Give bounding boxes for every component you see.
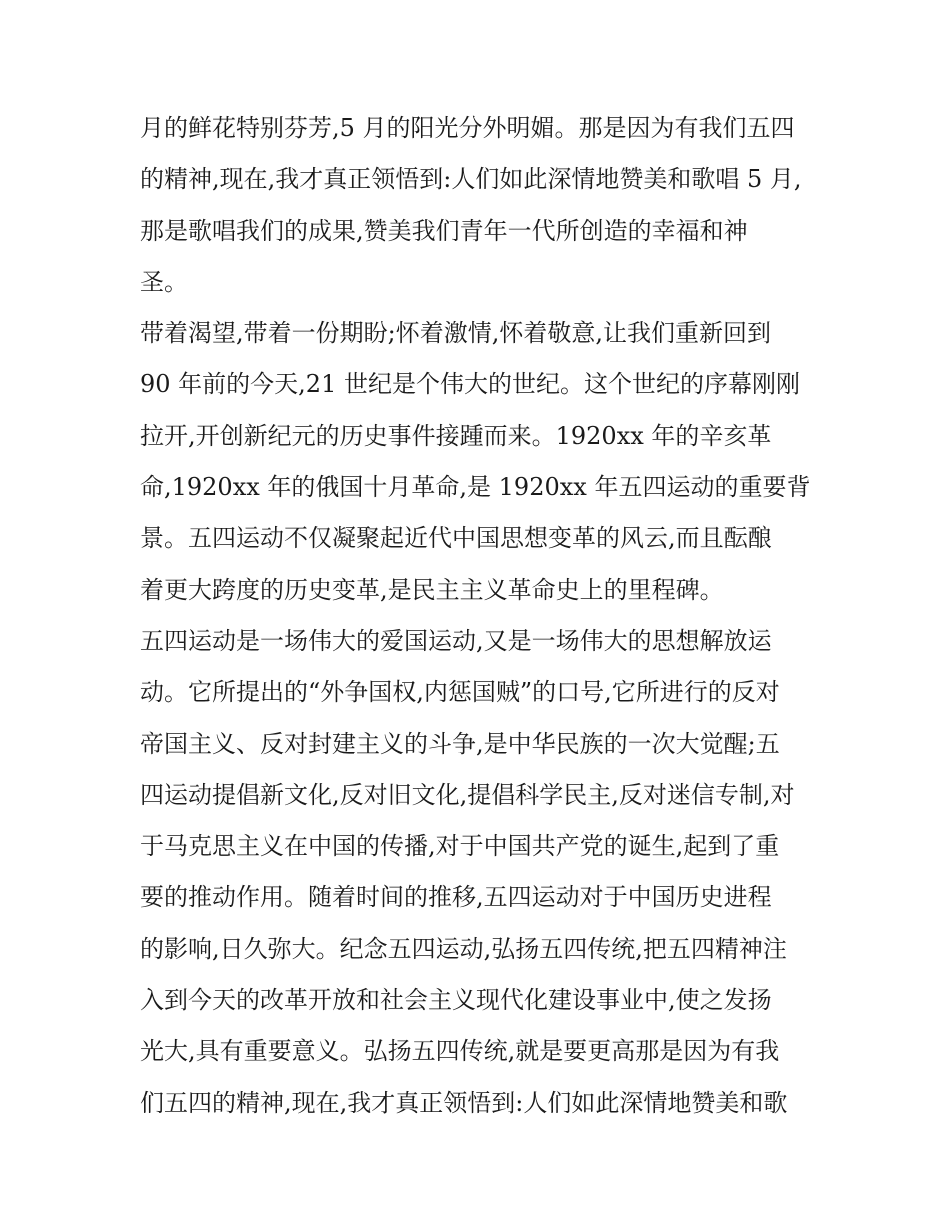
text-line: 90 年前的今天,21 世纪是个伟大的世纪。这个世纪的序幕刚刚 bbox=[140, 370, 800, 399]
body-text bbox=[140, 103, 820, 1129]
text-line: 景。五四运动不仅凝聚起近代中国思想变革的风云,而且酝酿 bbox=[140, 524, 772, 553]
text-line: 的影响,日久弥大。纪念五四运动,弘扬五四传统,把五四精神注 bbox=[140, 934, 787, 963]
text-line: 带着渴望,带着一份期盼;怀着激情,怀着敬意,让我们重新回到 bbox=[140, 319, 771, 348]
text-line: 帝国主义、反对封建主义的斗争,是中华民族的一次大觉醒;五 bbox=[140, 729, 780, 758]
text-line: 入到今天的改革开放和社会主义现代化建设事业中,使之发扬 bbox=[140, 986, 772, 1015]
text-line: 的精神,现在,我才真正领悟到:人们如此深情地赞美和歌唱 5 月, bbox=[140, 165, 802, 194]
text-line: 动。它所提出的“外争国权,内惩国贼”的口号,它所进行的反对 bbox=[140, 678, 780, 707]
text-line: 于马克思主义在中国的传播,对于中国共产党的诞生,起到了重 bbox=[140, 832, 780, 861]
text-line: 要的推动作用。随着时间的推移,五四运动对于中国历史进程 bbox=[140, 883, 772, 912]
text-line: 月的鲜花特别芬芳,5 月的阳光分外明媚。那是因为有我们五四 bbox=[140, 114, 795, 142]
text-line: 拉开,开创新纪元的历史事件接踵而来。1920xx 年的辛亥革 bbox=[140, 421, 772, 450]
text-line: 那是歌唱我们的成果,赞美我们青年一代所创造的幸福和神 bbox=[140, 216, 748, 245]
text-line: 们五四的精神,现在,我才真正领悟到:人们如此深情地赞美和歌 bbox=[140, 1088, 788, 1117]
text-line: 圣。 bbox=[140, 267, 188, 296]
text-line: 着更大跨度的历史变革,是民主主义革命史上的里程碑。 bbox=[140, 575, 724, 604]
text-line: 五四运动是一场伟大的爱国运动,又是一场伟大的思想解放运 bbox=[140, 626, 772, 655]
text-line: 命,1920xx 年的俄国十月革命,是 1920xx 年五四运动的重要背 bbox=[140, 473, 811, 502]
text-line: 四运动提倡新文化,反对旧文化,提倡科学民主,反对迷信专制,对 bbox=[140, 780, 795, 809]
text-line: 光大,具有重要意义。弘扬五四传统,就是要更高那是因为有我 bbox=[140, 1037, 780, 1066]
